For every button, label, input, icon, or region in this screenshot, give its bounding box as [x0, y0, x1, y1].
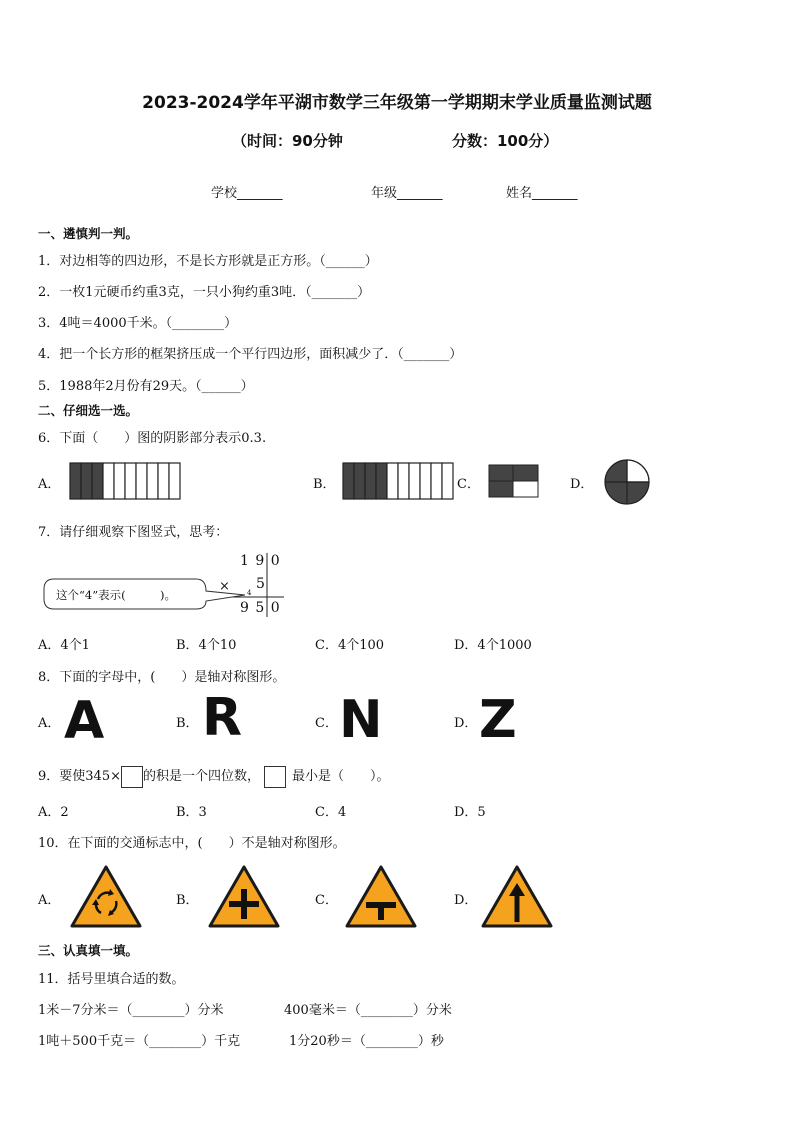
blank-box [264, 766, 286, 788]
question-7-stem: 7．请仔细观察下图竖式，思考： [38, 525, 229, 540]
q10-option-c-label: C． [315, 893, 338, 908]
q6-option-c-label: C． [457, 477, 480, 492]
q9-stem-part-2: 的积是一个四位数， [142, 769, 260, 784]
carry-digit: 4 [247, 589, 252, 597]
q9-stem-part-1: 9．要使345× [38, 769, 121, 784]
q11-blank-3: 1吨＋500千克＝（________）千克 [38, 1034, 241, 1049]
q8-letter-z: Z [479, 690, 517, 750]
exam-score: 分数：100分） [452, 132, 559, 150]
q6-circle-d [604, 459, 650, 505]
q6-option-d-label: D． [570, 477, 594, 492]
name-field: 姓名_______ [506, 186, 578, 201]
judge-question-5: 5．1988年2月份有29天。（______） [38, 379, 254, 394]
q8-option-c-label: C． [315, 716, 338, 731]
q9-option-d: D．5 [454, 805, 486, 820]
sign-roundabout-icon [70, 865, 142, 928]
vertical-calc-lines [40, 553, 290, 618]
q6-strip-b-cells [343, 463, 453, 499]
q11-blank-4: 1分20秒＝（________）秒 [289, 1034, 444, 1049]
judge-question-1: 1．对边相等的四边形，不是长方形就是正方形。（______） [38, 254, 378, 269]
q7-option-c: C．4个100 [315, 638, 385, 653]
q8-option-a-label: A． [38, 716, 61, 731]
section-heading-choice: 二、仔细选一选。 [38, 403, 139, 418]
q6-square-c [489, 465, 539, 497]
q6-option-b-label: B． [313, 477, 336, 492]
question-11-stem: 11．括号里填合适的数。 [38, 972, 185, 987]
q10-option-b-label: B． [176, 893, 199, 908]
q11-blank-2: 400毫米＝（________）分米 [284, 1003, 452, 1018]
sign-t-junction-icon [345, 865, 417, 928]
question-10-stem: 10．在下面的交通标志中，( ）不是轴对称图形。 [38, 836, 346, 851]
q8-option-b-label: B． [176, 716, 199, 731]
question-9-stem [38, 765, 390, 788]
q8-letter-r: R [202, 688, 243, 748]
q9-option-b: B．3 [176, 805, 207, 820]
judge-question-4: 4．把一个长方形的框架挤压成一个平行四边形，面积减少了．（_______） [38, 347, 463, 362]
q7-option-a: A．4个1 [38, 638, 90, 653]
times-sign: × [219, 579, 230, 594]
q6-strip-a-cells [70, 463, 180, 499]
judge-question-3: 3．4吨＝4000千米。（________） [38, 316, 238, 331]
blank-box [121, 766, 143, 788]
q11-blank-1: 1米－7分米＝（________）分米 [38, 1003, 224, 1018]
section-heading-fill: 三、认真填一填。 [38, 943, 139, 958]
question-6-stem: 6．下面（ ）图的阴影部分表示0.3. [38, 431, 267, 446]
speech-bubble-text: 这个“4”表示( )。 [56, 588, 177, 602]
q6-strip-a [70, 463, 180, 499]
q7-option-d: D．4个1000 [454, 638, 532, 653]
q10-option-a-label: A． [38, 893, 61, 908]
vertical-calc-row-2: 5 [256, 576, 265, 592]
q10-option-d-label: D． [454, 893, 478, 908]
q8-option-d-label: D． [454, 716, 478, 731]
exam-time: （时间：90分钟 [232, 132, 343, 150]
vertical-calc-row-1: 1 9 0 [240, 553, 281, 569]
judge-question-2: 2．一枚1元硬币约重3克，一只小狗约重3吨．（_______） [38, 285, 371, 300]
sign-crossroad-icon [208, 865, 280, 928]
q8-letter-n: N [339, 690, 383, 750]
q9-stem-part-3: 最小是（ ）。 [292, 769, 390, 784]
grade-field: 年级_______ [371, 186, 443, 201]
q9-option-a: A．2 [38, 805, 69, 820]
question-8-stem: 8．下面的字母中，( ）是轴对称图形。 [38, 670, 286, 685]
q7-option-b: B．4个10 [176, 638, 237, 653]
q8-letter-a: A [64, 691, 105, 751]
q6-option-a-label: A． [38, 477, 61, 492]
school-field: 学校_______ [211, 186, 283, 201]
page-title: 2023-2024学年平湖市数学三年级第一学期期末学业质量监测试题 [142, 93, 652, 113]
q6-strip-b [343, 463, 453, 499]
q9-option-c: C．4 [315, 805, 347, 820]
section-heading-judge: 一、遴慎判一判。 [38, 226, 139, 241]
sign-straight-arrow-icon [481, 865, 553, 928]
vertical-calc-row-3: 9 5 0 [240, 600, 281, 616]
